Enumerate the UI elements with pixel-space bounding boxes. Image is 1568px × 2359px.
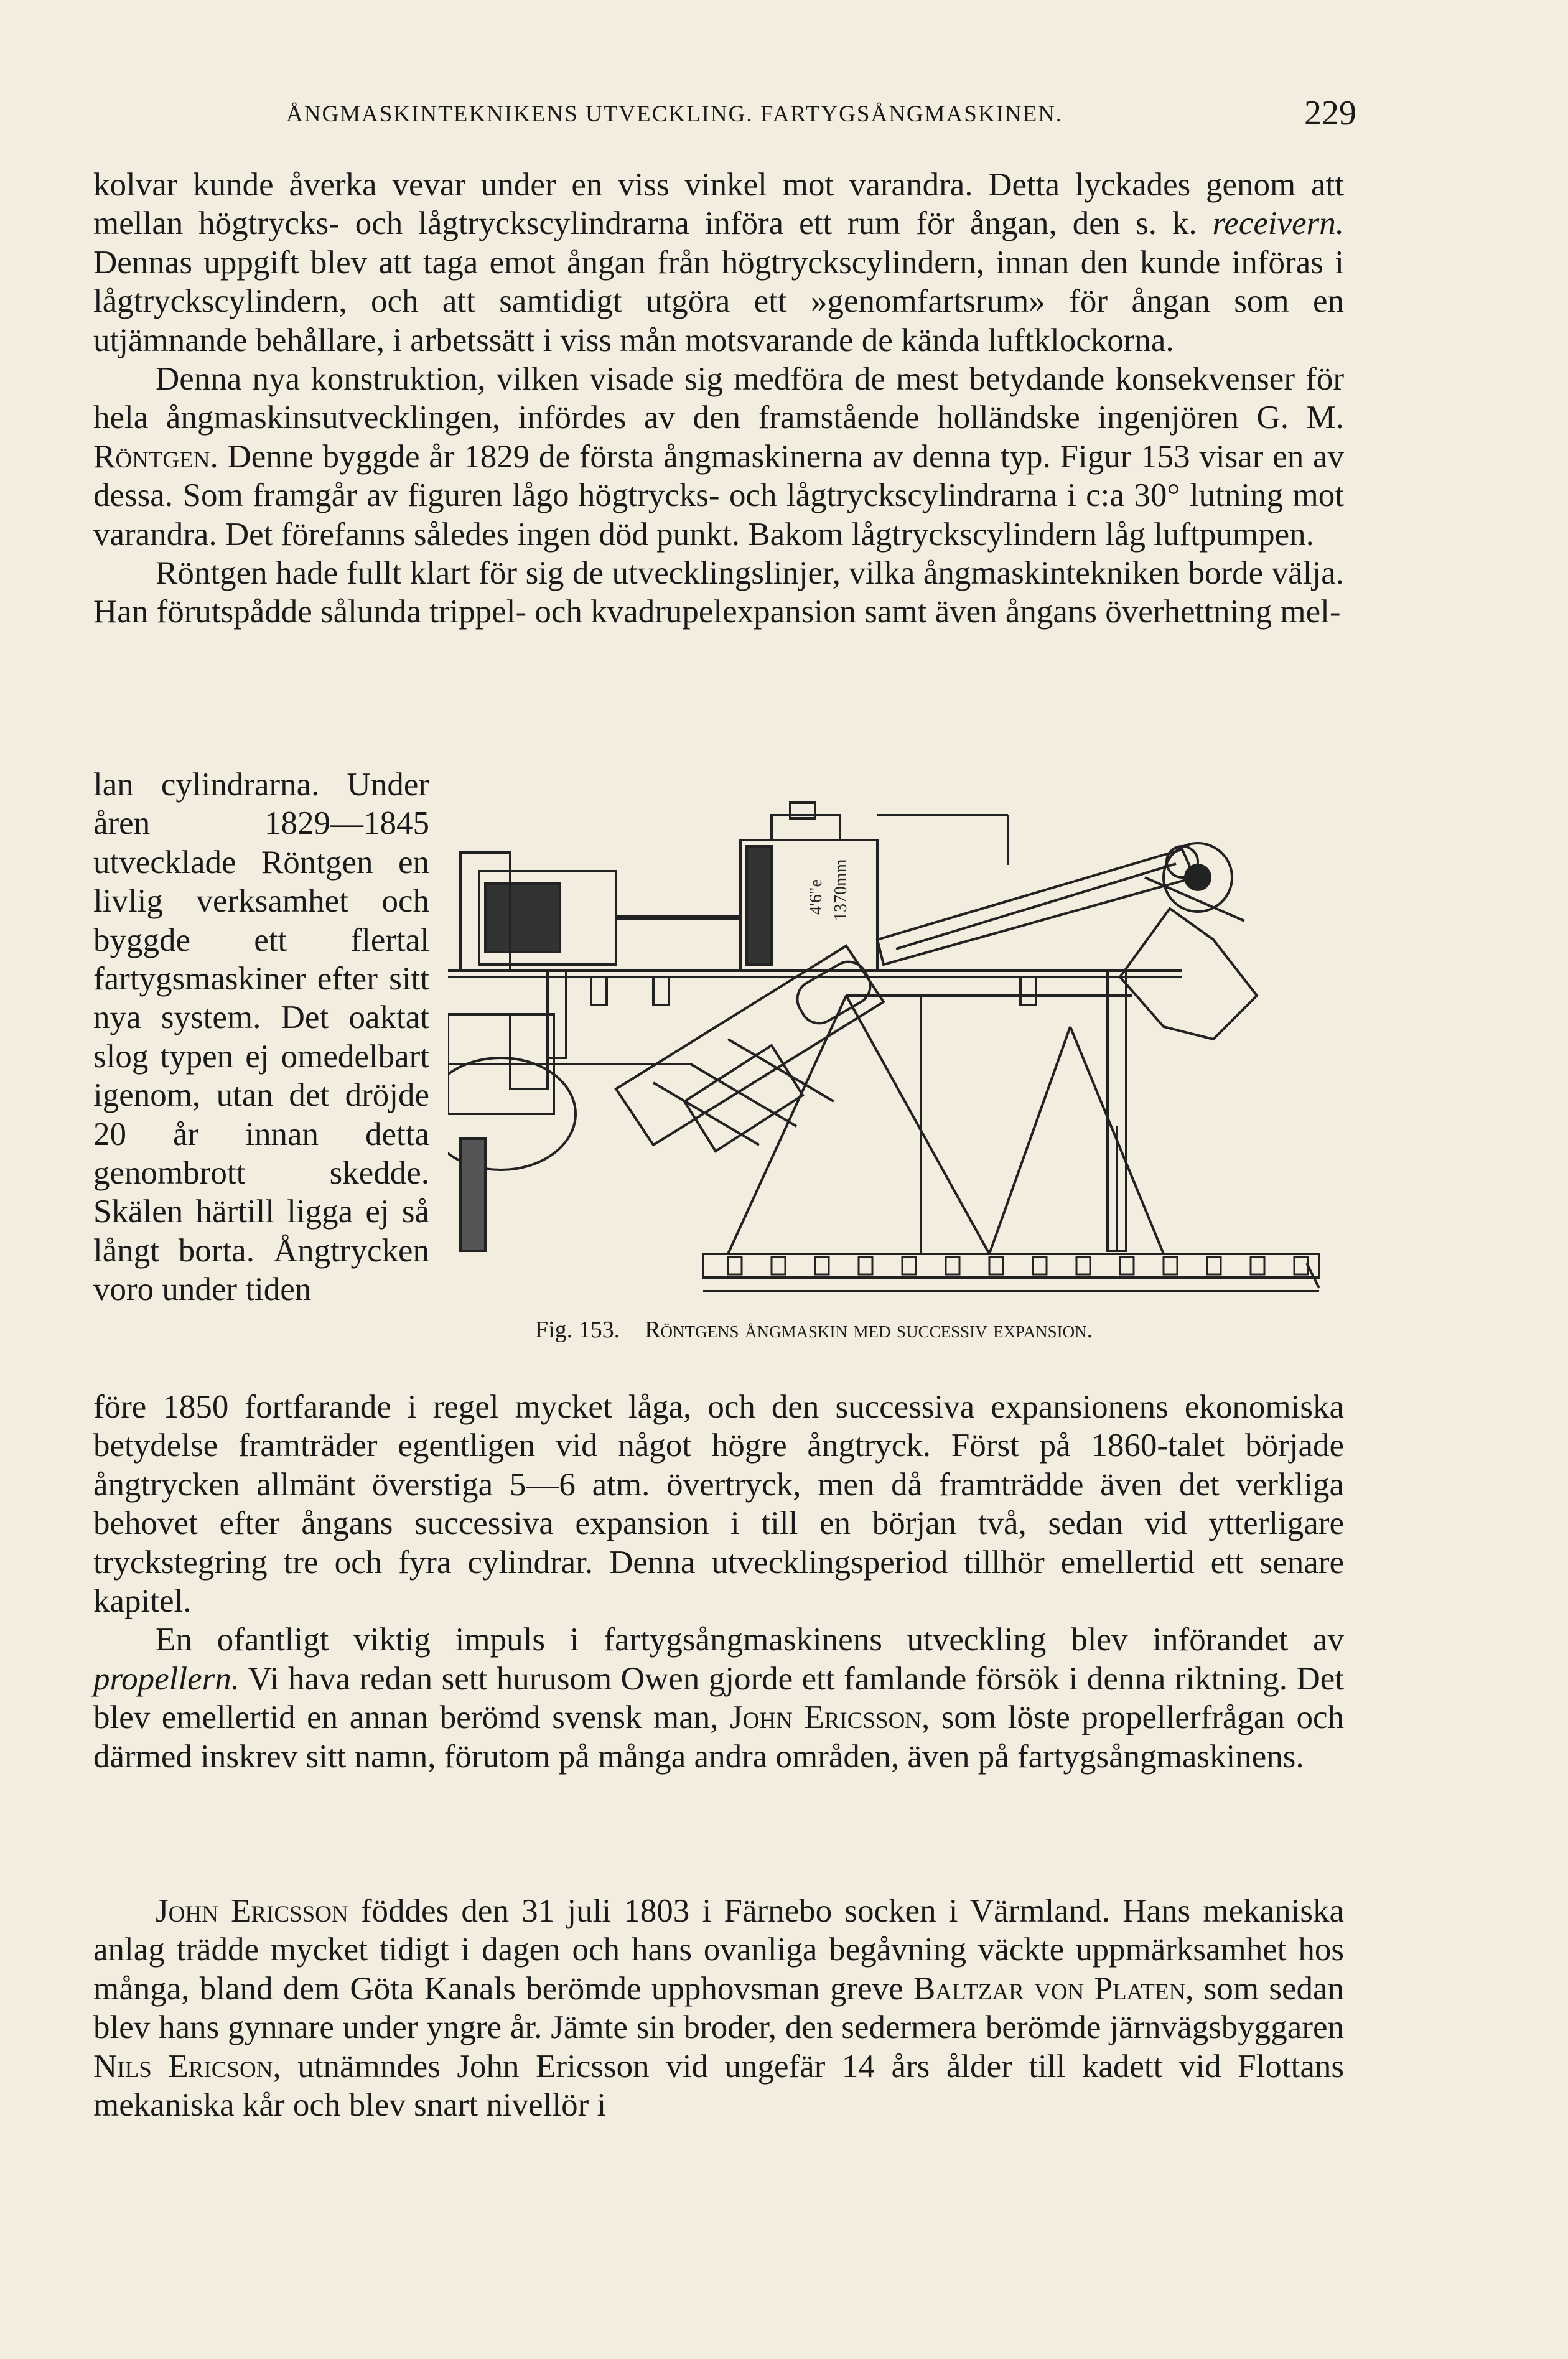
annotation-gauge: 4'6"e <box>806 879 826 915</box>
nils-name: Nils Ericson <box>93 2048 273 2085</box>
paragraph-predictions <box>93 554 1344 632</box>
p2-text-a: Denna nya konstruktion, vilken visade sig medföra de mest betydande konsekvenser för hela ångmaskinsutvecklingen, infördes av den framstående holländske ingenjören G. M. <box>93 361 1344 436</box>
running-header <box>93 93 1356 137</box>
text-beside-figure <box>93 765 429 1309</box>
ericsson-name: John Ericsson <box>730 1699 922 1736</box>
paragraph-rontgen <box>93 360 1344 554</box>
figure-caption <box>535 1316 1344 1343</box>
propellern-term: propellern. <box>93 1660 240 1697</box>
running-title: ÅNGMASKINTEKNIKENS UTVECKLING. FARTYGSÅNGMASKINEN. <box>286 101 1063 127</box>
paragraph-pressure <box>93 1388 1344 1620</box>
figure-caption-text: Röntgens ångmaskin med successiv expansion. <box>645 1317 1093 1343</box>
p3-text-a: Röntgen hade fullt klart för sig de utvecklingslinjer, vilka ångmaskintekniken borde välja. Han förutspådde sålunda trippel- och kvadrupelexpansion samt även ångans överhettning mel- <box>93 555 1344 630</box>
page-number: 229 <box>1304 94 1356 133</box>
p5-text-b: , som sedan blev hans gynnare under yngre år. Jämte sin broder, den sedermera berömde järnvägsbyggaren <box>93 1970 1345 2046</box>
annotation-mm: 1370mm <box>831 859 851 921</box>
p1-text-a: kolvar kunde åverka vevar under en viss vinkel mot varandra. Detta lyckades genom att mellan högtrycks- och lågtryckscylindrarna införa ett rum för ångan, den s. k. <box>93 167 1344 242</box>
p5-text-c: , utnämndes John Ericsson vid ungefär 14 års ålder till kadett vid Flottans mekaniska kår och blev snart nivellör i <box>93 2048 1344 2124</box>
p5-text-a: föddes den 31 juli 1803 i Färnebo socken i Värmland. Hans mekaniska anlag trädde mycket tidigt i dagen och hans ovanliga begåvning väckte uppmärksamhet hos många, bland dem Göta Kanals berömde upphovsman greve <box>93 1893 1344 2007</box>
baltzar-name: Baltzar von Platen <box>913 1970 1186 2007</box>
p4-text-c: , som löste propellerfrågan och därmed inskrev sitt namn, förutom på många andra områden, även på fartygsångmaskinens. <box>93 1699 1344 1775</box>
receivern-term: receivern. <box>1212 205 1344 242</box>
p4-text-b: Vi hava redan sett hurusom Owen gjorde ett famlande försök i denna riktning. Det blev emellertid en annan berömd svensk man, <box>93 1660 1344 1736</box>
rontgen-engine-drawing <box>448 790 1344 1319</box>
john-ericsson-name: John Ericsson <box>156 1893 348 1929</box>
paragraph-ericsson-bio <box>93 1892 1344 2124</box>
text-block-4 <box>93 1892 1344 2124</box>
p2-text-b: . Denne byggde år 1829 de första ångmaskinerna av denna typ. Figur 153 visar en av dessa. Som framgår av figuren lågo högtrycks- och lågtryckscylindrarna i c:a 30° lutning mot varandra. Det förefanns således ingen död punkt. Bakom lågtryckscylindern låg luftpumpen. <box>93 438 1344 553</box>
text-block-1 <box>93 166 1344 632</box>
figure-153 <box>448 790 1344 1319</box>
paragraph-receiver <box>93 166 1344 360</box>
text-block-3 <box>93 1388 1344 1776</box>
p3-text-b: före 1850 fortfarande i regel mycket låga, och den successiva expansionens ekonomiska betydelse framträder egentligen vid något högre ångtryck. Först på 1860-talet började ångtrycken allmänt överstiga 5—6 atm. övertryck, men då framträdde även det verkliga behovet efter ångans successiva expansion i till en början två, sedan vid ytterligare tryckstegring tre och fyra cylindrar. Denna utvecklingsperiod tillhör emellertid ett senare kapitel. <box>93 1389 1344 1620</box>
p1-text-b: Dennas uppgift blev att taga emot ångan från högtryckscylindern, innan den kunde införas i lågtryckscylindern, och att samtidigt utgöra ett »genomfartsrum» för ångan som en utjämnande behållare, i arbetssätt i viss mån motsvarande de kända luftklockorna. <box>93 244 1344 358</box>
p4-text-a: En ofantligt viktig impuls i fartygsångmaskinens utveckling blev införandet av <box>156 1622 1344 1658</box>
p3-narrow-text: lan cylindrarna. Under åren 1829—1845 utvecklade Röntgen en livlig verksamhet och byggde ett flertal fartygsmaskiner efter sitt nya system. Det oaktat slog typen ej omedelbart igenom, utan det dröjde 20 år innan detta genombrott skedde. Skälen härtill ligga ej så långt borta. Ångtrycken voro under tiden <box>93 767 429 1308</box>
paragraph-propeller <box>93 1620 1344 1776</box>
rontgen-name: Röntgen <box>93 438 210 475</box>
figure-label: Fig. 153. <box>535 1317 620 1343</box>
